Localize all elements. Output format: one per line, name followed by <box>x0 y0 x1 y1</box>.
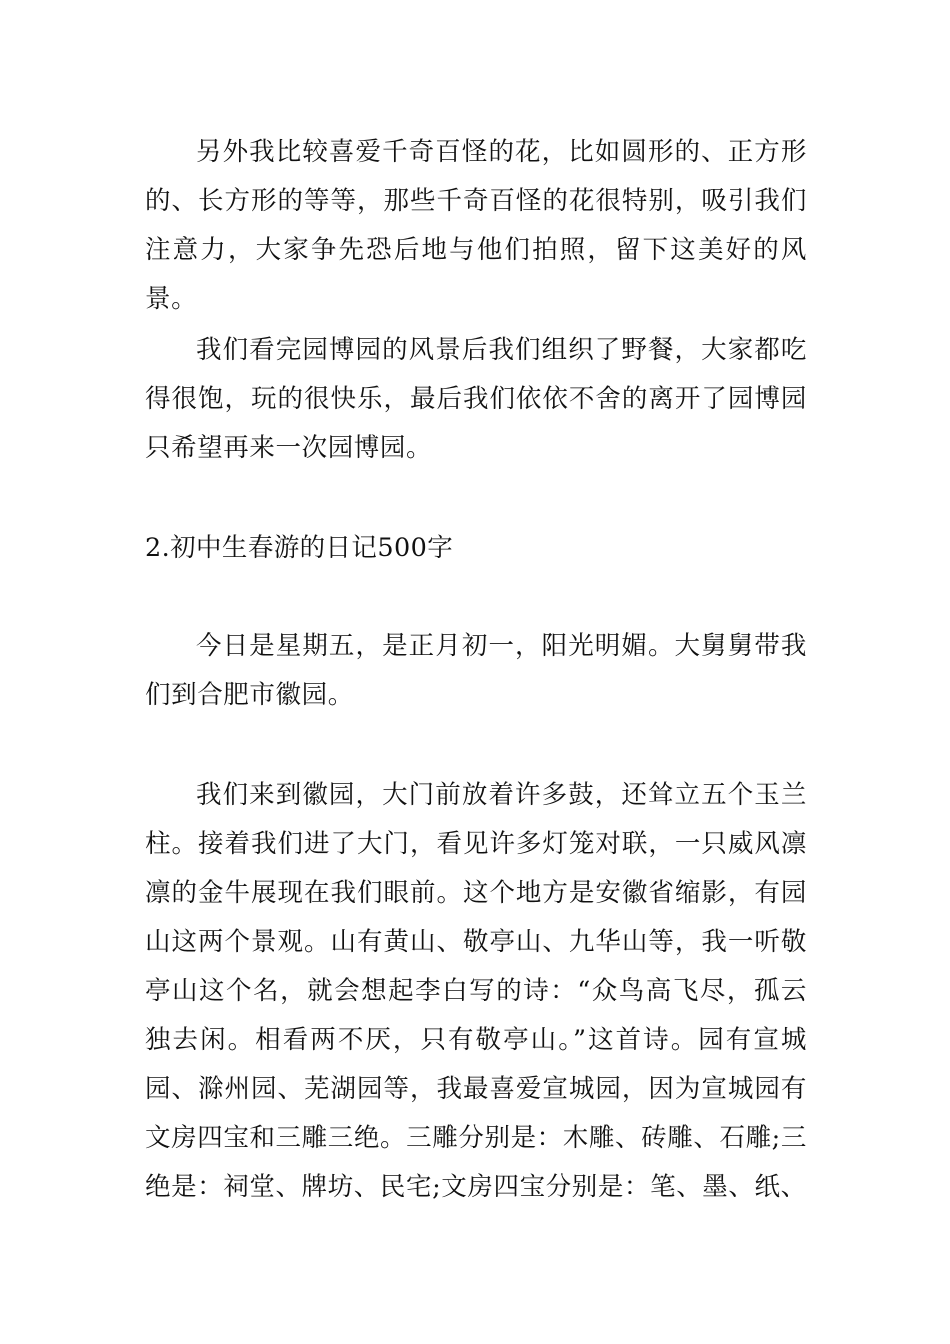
paragraph-huiyuan: 我们来到徽园，大门前放着许多鼓，还耸立五个玉兰柱。接着我们进了大门，看见许多灯笼对联，一只威风凛凛的金牛展现在我们眼前。这个地方是安徽省缩影，有园山这两个景观。山有黄山、敬亭山、九华山等，我一听敬亭山这个名，就会想起李白写的诗：“众鸟高飞尽，孤云独去闲。相看两不厌，只有敬亭山。”这首诗。园有宣城园、滁州园、芜湖园等，我最喜爱宣城园，因为宣城园有文房四宝和三雕三绝。三雕分别是：木雕、砖雕、石雕;三绝是：祠堂、牌坊、民宅;文房四宝分别是：笔、墨、纸、 <box>145 780 807 1202</box>
section-heading: 2.初中生春游的日记500字 <box>145 533 454 563</box>
paragraph-intro: 今日是星期五，是正月初一，阳光明媚。大舅舅带我们到合肥市徽园。 <box>145 631 807 710</box>
paragraph-flowers: 另外我比较喜爱千奇百怪的花，比如圆形的、正方形的、长方形的等等，那些千奇百怪的花很特别，吸引我们注意力，大家争先恐后地与他们拍照，留下这美好的风景。 <box>145 137 807 314</box>
paragraph-picnic: 我们看完园博园的风景后我们组织了野餐，大家都吃得很饱，玩的很快乐，最后我们依依不舍的离开了园博园只希望再来一次园博园。 <box>145 335 807 463</box>
